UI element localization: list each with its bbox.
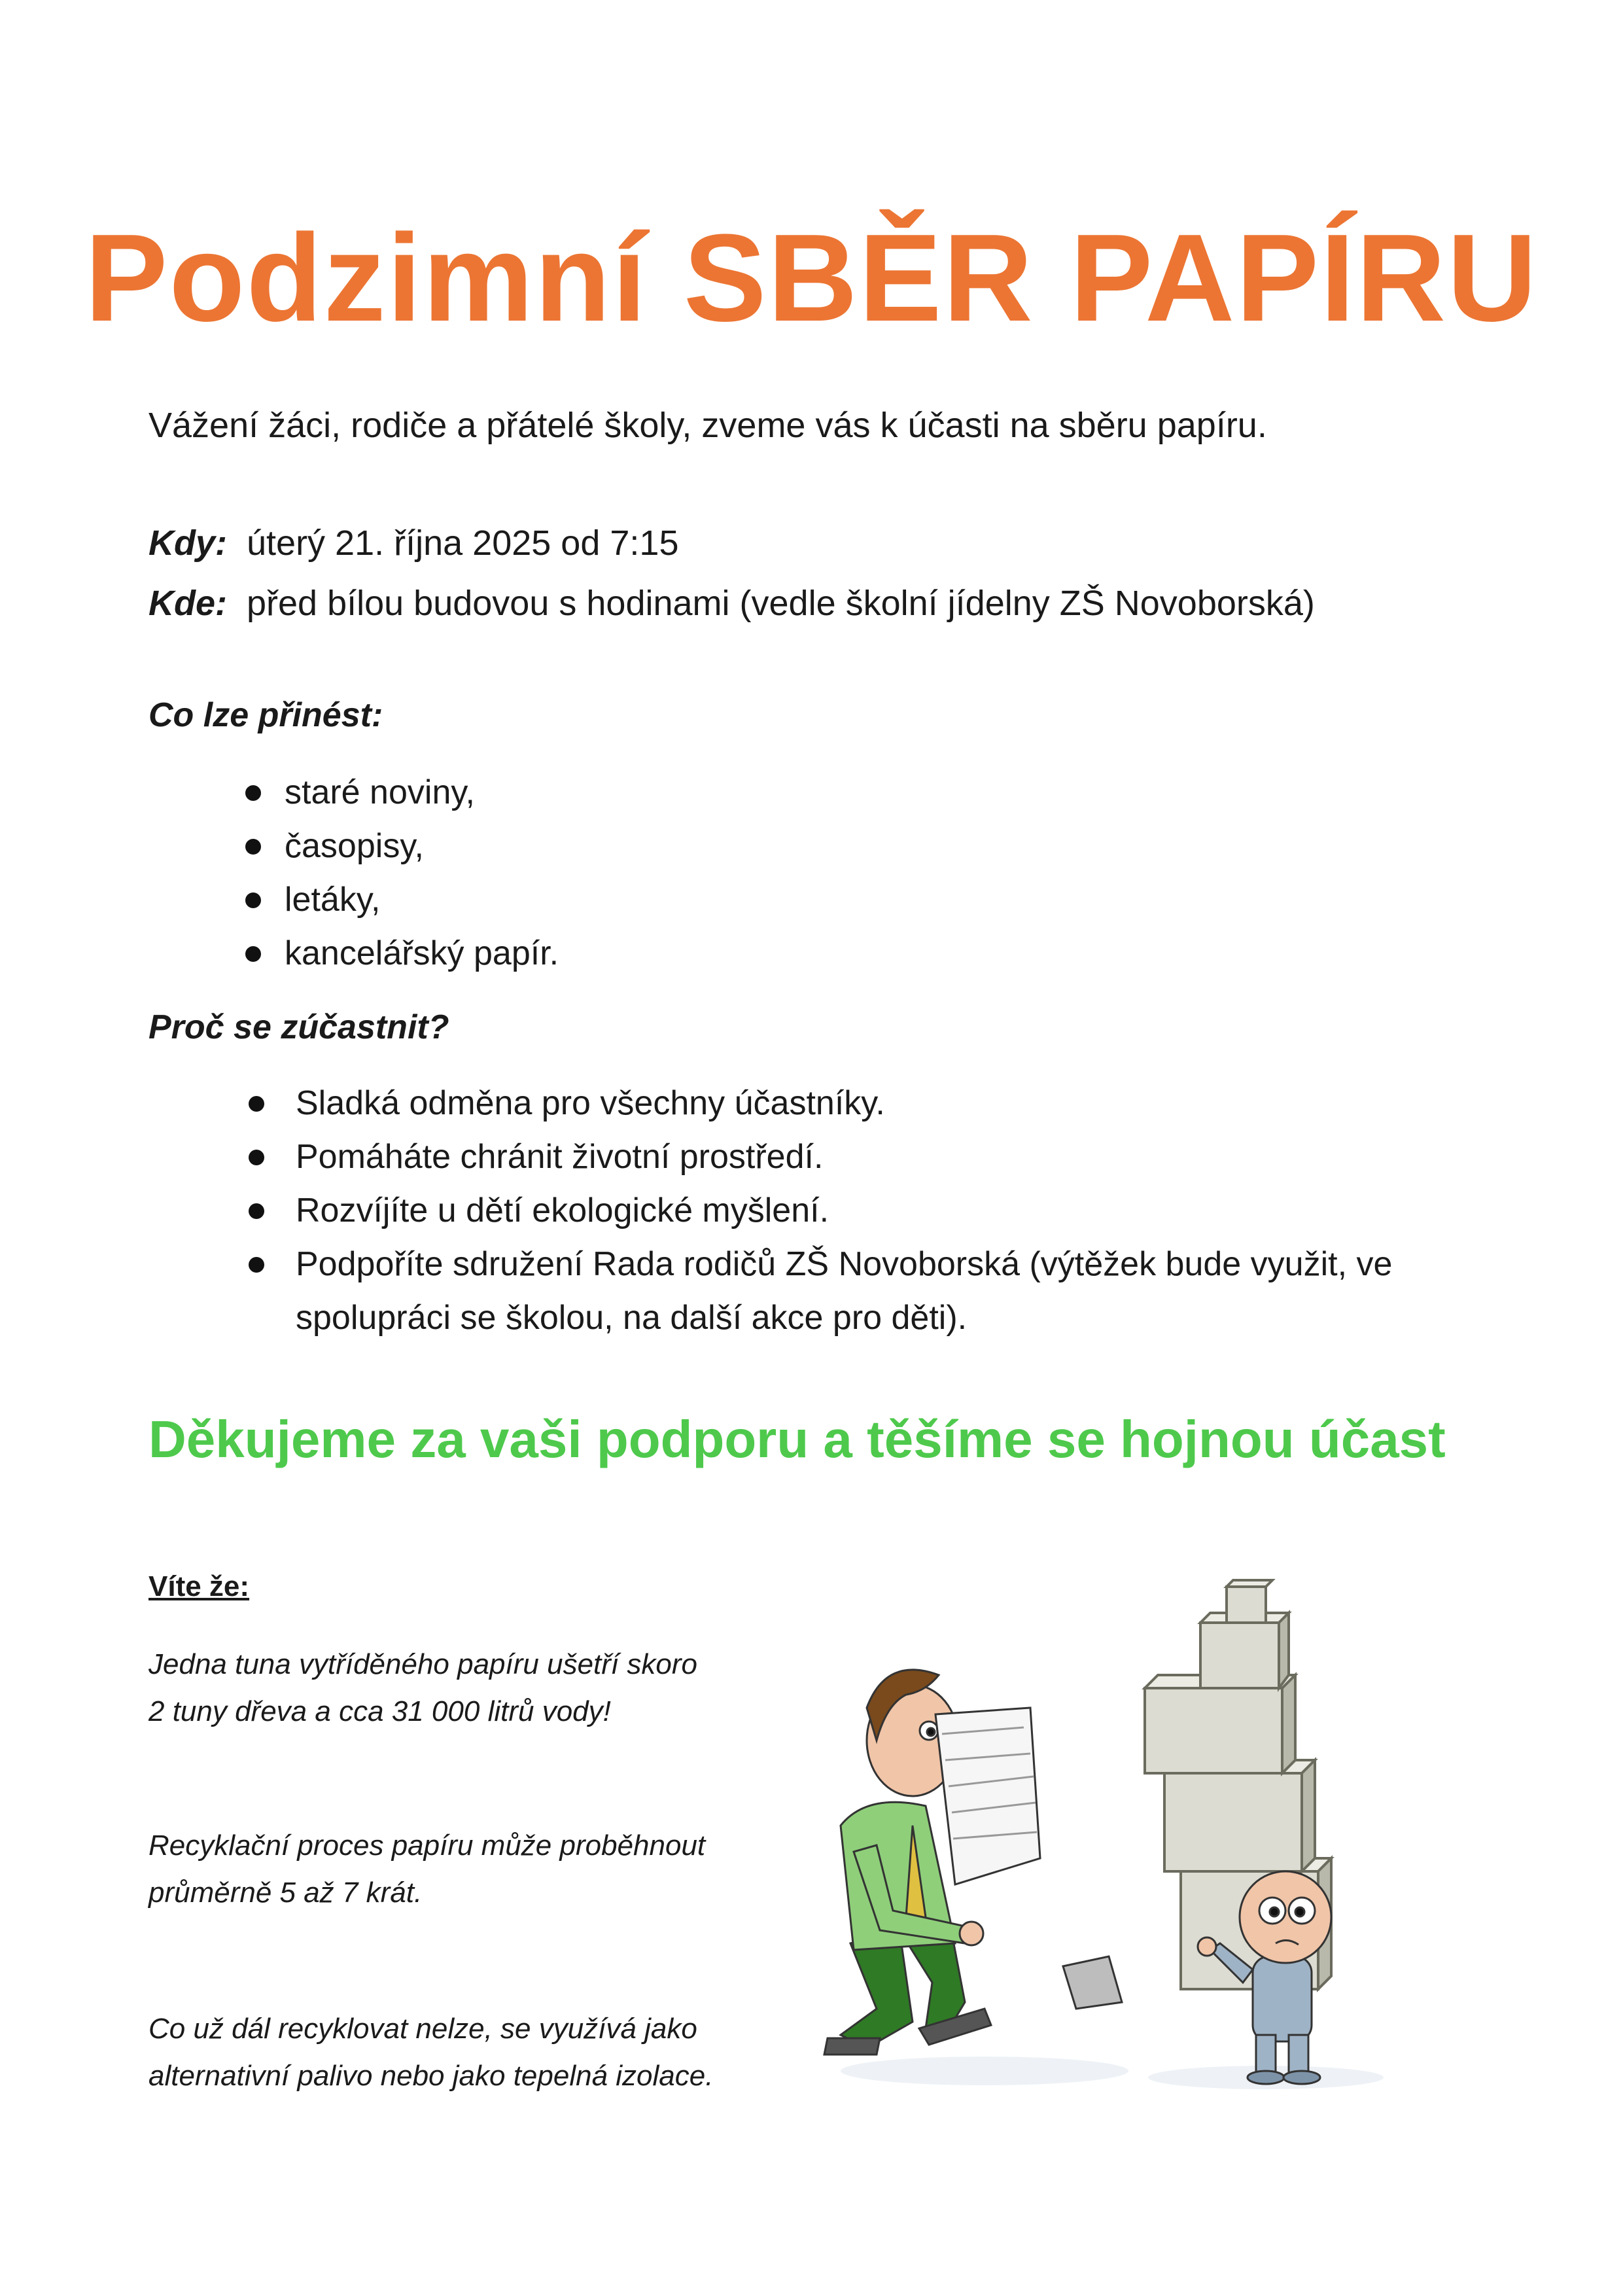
- fact-1: [148, 1641, 835, 1735]
- list-item: časopisy,: [245, 819, 559, 873]
- when-label: Kdy:: [148, 523, 227, 563]
- page-title: Podzimní SBĚR PAPÍRU: [84, 209, 1539, 347]
- bring-list: [245, 766, 559, 980]
- list-item: Rozvíjíte u dětí ekologické myšlení.: [249, 1184, 1478, 1237]
- why-list: [249, 1076, 1478, 1345]
- where-row: [148, 577, 1315, 629]
- list-item: Pomáháte chránit životní prostředí.: [249, 1130, 1478, 1184]
- list-item: kancelářský papír.: [245, 927, 559, 980]
- did-you-know-label: Víte že:: [148, 1570, 250, 1602]
- when-value: úterý 21. října 2025 od 7:15: [247, 523, 679, 563]
- fact-line: Recyklační proces papíru může proběhnout: [148, 1829, 706, 1862]
- intro-text: Vážení žáci, rodiče a přátelé školy, zveme vás k účasti na sběru papíru.: [148, 406, 1267, 445]
- fact-line: 2 tuny dřeva a cca 31 000 litrů vody!: [148, 1695, 611, 1727]
- list-item: staré noviny,: [245, 766, 559, 819]
- where-label: Kde:: [148, 584, 227, 623]
- thanks-heading: Děkujeme za vaši podporu a těšíme se hojnou účast: [148, 1410, 1446, 1468]
- where-value: před bílou budovou s hodinami (vedle školní jídelny ZŠ Novoborská): [247, 584, 1315, 623]
- fact-line: Co už dál recyklovat nelze, se využívá jako: [148, 2013, 697, 2045]
- fact-line: alternativní palivo nebo jako tepelná izolace.: [148, 2060, 714, 2092]
- fact-line: průměrně 5 až 7 krát.: [148, 1877, 423, 1909]
- when-row: [148, 517, 678, 569]
- list-item: letáky,: [245, 873, 559, 927]
- list-item: Podpoříte sdružení Rada rodičů ZŠ Novoborská (výtěžek bude využit, ve spolupráci se školou, na další akce pro děti).: [249, 1237, 1478, 1345]
- fact-3: [148, 2005, 835, 2100]
- paper-recycling-cartoon-icon: [814, 1577, 1390, 2100]
- fact-2: [148, 1822, 835, 1916]
- list-item: Sladká odměna pro všechny účastníky.: [249, 1076, 1478, 1130]
- why-heading: Proč se zúčastnit?: [148, 1008, 449, 1046]
- fact-line: Jedna tuna vytříděného papíru ušetří skoro: [148, 1648, 697, 1680]
- bring-heading: Co lze přinést:: [148, 696, 383, 734]
